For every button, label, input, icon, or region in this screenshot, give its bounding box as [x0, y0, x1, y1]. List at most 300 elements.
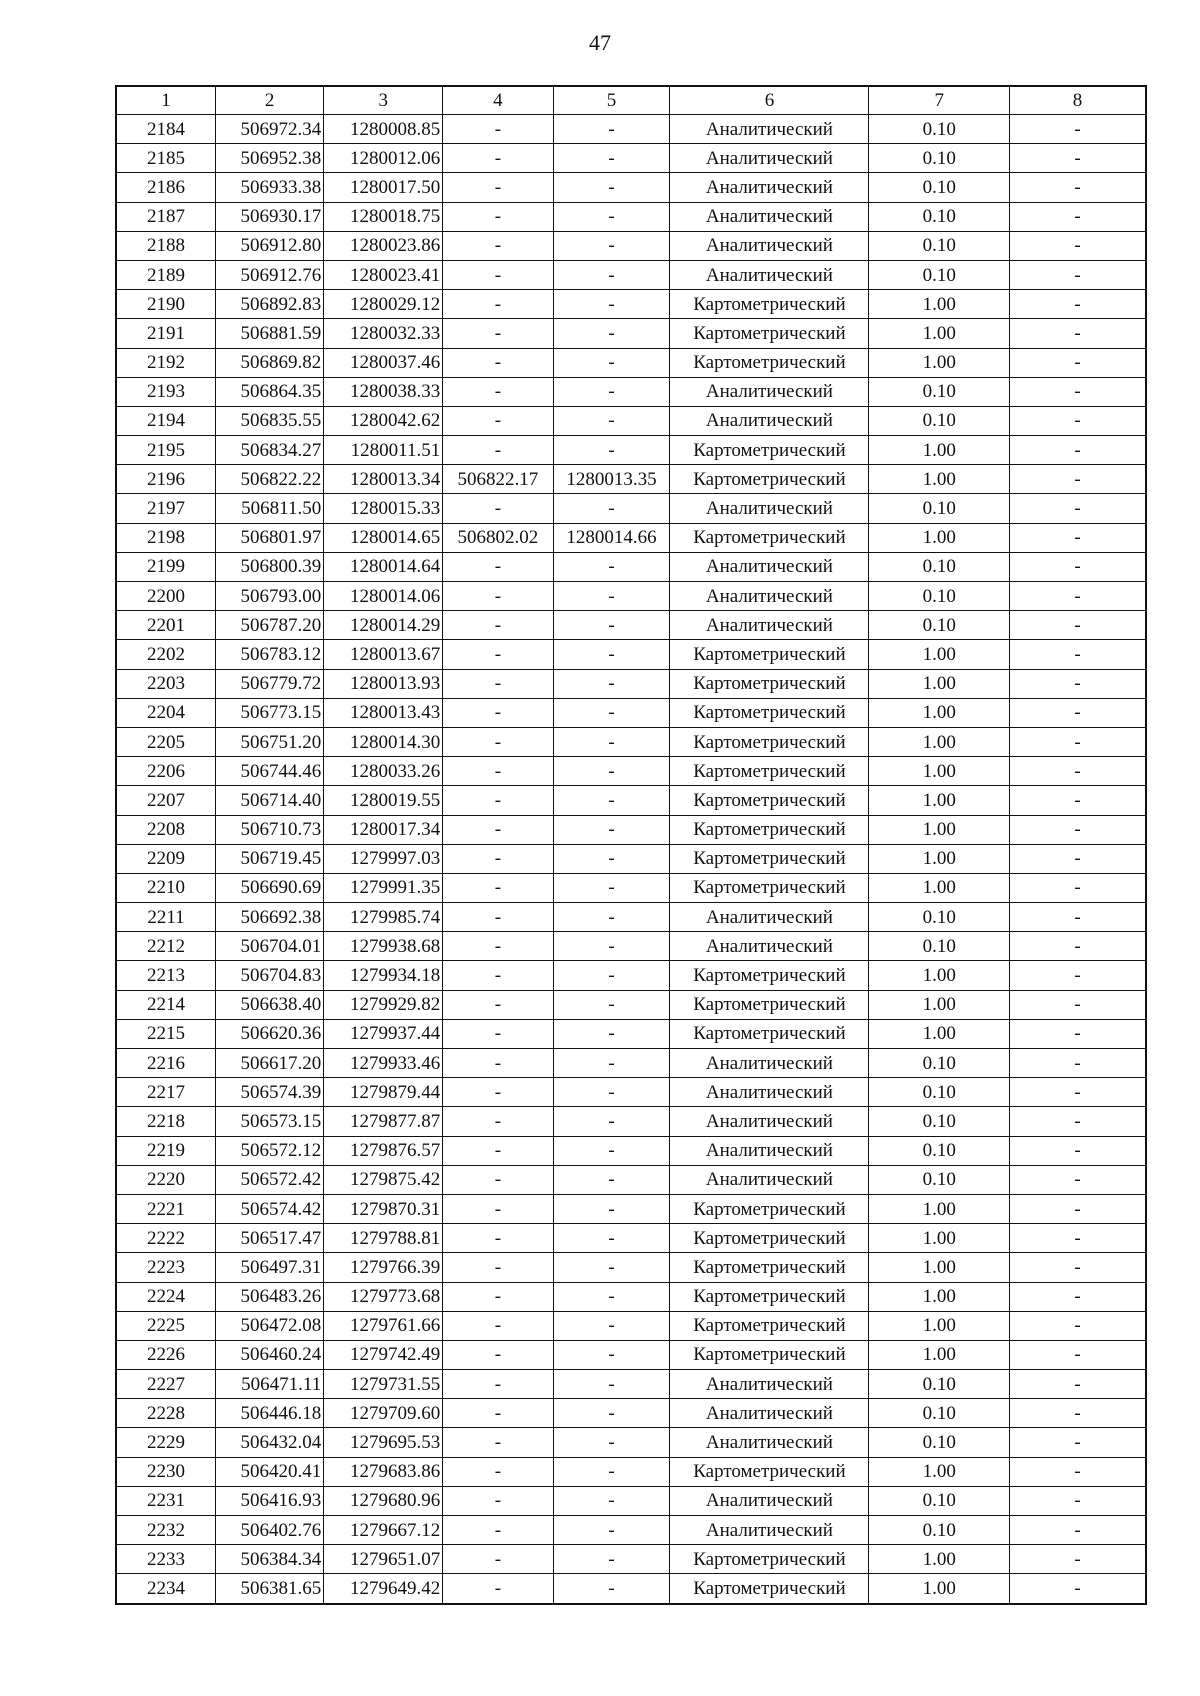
table-cell: - [1010, 757, 1146, 786]
table-cell: 0.10 [869, 932, 1010, 961]
table-cell: - [443, 552, 553, 581]
table-cell: - [1010, 1399, 1146, 1428]
table-cell: - [1010, 1545, 1146, 1574]
table-cell: 0.10 [869, 406, 1010, 435]
table-cell: - [1010, 115, 1146, 144]
table-cell: 506779.72 [216, 669, 324, 698]
table-cell: - [443, 377, 553, 406]
table-cell: 506719.45 [216, 844, 324, 873]
table-cell: 506714.40 [216, 786, 324, 815]
table-cell: - [1010, 1457, 1146, 1486]
table-row [116, 1107, 1146, 1136]
table-cell: - [553, 698, 670, 727]
table-cell: 1279651.07 [324, 1545, 443, 1574]
table-cell: 506690.69 [216, 873, 324, 902]
table-cell: Аналитический [670, 582, 869, 611]
table-cell: Картометрический [670, 348, 869, 377]
table-cell: 506617.20 [216, 1049, 324, 1078]
table-cell: - [443, 1078, 553, 1107]
table-cell: 506574.42 [216, 1194, 324, 1223]
table-cell: 1279997.03 [324, 844, 443, 873]
table-cell: - [553, 1399, 670, 1428]
table-cell: 506869.82 [216, 348, 324, 377]
table-cell: - [443, 1019, 553, 1048]
table-cell: Аналитический [670, 202, 869, 231]
table-cell: - [443, 406, 553, 435]
table-cell: 0.10 [869, 1399, 1010, 1428]
table-cell: - [443, 961, 553, 990]
table-cell: Картометрический [670, 640, 869, 669]
table-cell: 1279773.68 [324, 1282, 443, 1311]
table-cell: 1280033.26 [324, 757, 443, 786]
table-cell: 0.10 [869, 231, 1010, 260]
table-cell: Картометрический [670, 669, 869, 698]
table-cell: Аналитический [670, 1049, 869, 1078]
table-cell: 1279695.53 [324, 1428, 443, 1457]
table-row [116, 144, 1146, 173]
table-cell: Аналитический [670, 377, 869, 406]
table-cell: Картометрический [670, 319, 869, 348]
table-cell: - [553, 727, 670, 756]
table-cell: Картометрический [670, 815, 869, 844]
table-cell: 2226 [116, 1340, 216, 1369]
table-cell: 506952.38 [216, 144, 324, 173]
table-cell: 1.00 [869, 990, 1010, 1019]
table-cell: 506787.20 [216, 611, 324, 640]
table-cell: - [443, 669, 553, 698]
table-cell: - [553, 231, 670, 260]
table-cell: 506801.97 [216, 523, 324, 552]
table-cell: - [553, 1019, 670, 1048]
table-cell: 506783.12 [216, 640, 324, 669]
table-cell: Аналитический [670, 494, 869, 523]
table-row [116, 494, 1146, 523]
table-cell: Картометрический [670, 873, 869, 902]
table-row [116, 582, 1146, 611]
table-cell: 1280015.33 [324, 494, 443, 523]
table-cell: - [1010, 436, 1146, 465]
table-cell: - [553, 348, 670, 377]
table-cell: - [553, 1340, 670, 1369]
table-cell: 1280014.06 [324, 582, 443, 611]
table-cell: 1280023.41 [324, 260, 443, 289]
table-cell: - [553, 436, 670, 465]
table-cell: 506834.27 [216, 436, 324, 465]
table-cell: 2232 [116, 1516, 216, 1545]
table-cell: - [553, 1545, 670, 1574]
table-cell: - [443, 1311, 553, 1340]
table-cell: 1280014.30 [324, 727, 443, 756]
table-row [116, 932, 1146, 961]
table-cell: 506912.80 [216, 231, 324, 260]
table-cell: - [553, 1224, 670, 1253]
table-cell: 2219 [116, 1136, 216, 1165]
table-cell: 506402.76 [216, 1516, 324, 1545]
table-cell: Картометрический [670, 698, 869, 727]
table-row [116, 1516, 1146, 1545]
table-cell: - [1010, 698, 1146, 727]
table-row [116, 260, 1146, 289]
table-cell: - [443, 1545, 553, 1574]
column-header: 5 [553, 86, 670, 115]
table-cell: 1280018.75 [324, 202, 443, 231]
table-cell: 506573.15 [216, 1107, 324, 1136]
table-cell: 1279667.12 [324, 1516, 443, 1545]
table-cell: 1279761.66 [324, 1311, 443, 1340]
table-cell: 506692.38 [216, 903, 324, 932]
table-row [116, 1165, 1146, 1194]
table-cell: Картометрический [670, 757, 869, 786]
table-cell: 1279875.42 [324, 1165, 443, 1194]
table-cell: 1279731.55 [324, 1370, 443, 1399]
table-row [116, 1370, 1146, 1399]
table-row [116, 1282, 1146, 1311]
table-cell: - [1010, 873, 1146, 902]
table-cell: 2212 [116, 932, 216, 961]
table-cell: Картометрический [670, 523, 869, 552]
table-cell: - [553, 202, 670, 231]
table-cell: 0.10 [869, 1165, 1010, 1194]
table-cell: 1279877.87 [324, 1107, 443, 1136]
table-cell: - [443, 698, 553, 727]
table-cell: 506912.76 [216, 260, 324, 289]
table-cell: Картометрический [670, 786, 869, 815]
table-cell: Картометрический [670, 961, 869, 990]
table-cell: 1280019.55 [324, 786, 443, 815]
table-cell: - [443, 115, 553, 144]
table-cell: - [553, 1107, 670, 1136]
table-cell: Картометрический [670, 1340, 869, 1369]
coordinates-table [115, 85, 1147, 1605]
table-row [116, 1574, 1146, 1604]
table-cell: Аналитический [670, 406, 869, 435]
table-row [116, 1340, 1146, 1369]
table-cell: - [553, 1516, 670, 1545]
table-cell: Картометрический [670, 1253, 869, 1282]
table-cell: 2230 [116, 1457, 216, 1486]
table-cell: - [1010, 961, 1146, 990]
table-row [116, 1311, 1146, 1340]
table-cell: 1.00 [869, 1574, 1010, 1604]
table-cell: 0.10 [869, 1516, 1010, 1545]
column-header: 4 [443, 86, 553, 115]
table-cell: - [1010, 1078, 1146, 1107]
table-cell: 506822.22 [216, 465, 324, 494]
table-cell: 2206 [116, 757, 216, 786]
table-cell: - [1010, 990, 1146, 1019]
table-cell: 1279680.96 [324, 1486, 443, 1515]
table-cell: - [553, 1428, 670, 1457]
table-cell: - [553, 1136, 670, 1165]
table-cell: 2198 [116, 523, 216, 552]
table-cell: Аналитический [670, 1370, 869, 1399]
page-number: 47 [589, 30, 611, 55]
table-cell: Аналитический [670, 1136, 869, 1165]
table-cell: 1279929.82 [324, 990, 443, 1019]
table-cell: - [443, 436, 553, 465]
table-row [116, 611, 1146, 640]
table-cell: 2184 [116, 115, 216, 144]
table-cell: Картометрический [670, 1545, 869, 1574]
table-cell: 1280013.34 [324, 465, 443, 494]
table-cell: 506574.39 [216, 1078, 324, 1107]
table-cell: 1.00 [869, 290, 1010, 319]
table-cell: Картометрический [670, 436, 869, 465]
table-cell: 2224 [116, 1282, 216, 1311]
table-cell: 1280011.51 [324, 436, 443, 465]
table-row [116, 173, 1146, 202]
table-cell: 1.00 [869, 786, 1010, 815]
table-cell: - [443, 1399, 553, 1428]
table-cell: 1.00 [869, 1457, 1010, 1486]
table-cell: 2207 [116, 786, 216, 815]
table-cell: 506892.83 [216, 290, 324, 319]
table-cell: 2210 [116, 873, 216, 902]
table-cell: - [443, 757, 553, 786]
table-cell: - [553, 932, 670, 961]
table-cell: - [1010, 903, 1146, 932]
table-cell: 2213 [116, 961, 216, 990]
table-cell: Аналитический [670, 552, 869, 581]
table-cell: Картометрический [670, 1194, 869, 1223]
table-cell: 1279991.35 [324, 873, 443, 902]
table-cell: 506432.04 [216, 1428, 324, 1457]
table-cell: 506751.20 [216, 727, 324, 756]
table-cell: Аналитический [670, 611, 869, 640]
table-cell: 506822.17 [443, 465, 553, 494]
table-row [116, 436, 1146, 465]
table-cell: - [1010, 1574, 1146, 1604]
table-cell: - [443, 1370, 553, 1399]
table-cell: 506811.50 [216, 494, 324, 523]
table-cell: - [553, 669, 670, 698]
table-cell: 0.10 [869, 115, 1010, 144]
table-cell: - [553, 1370, 670, 1399]
table-cell: Аналитический [670, 1399, 869, 1428]
table-cell: - [443, 1340, 553, 1369]
table-cell: - [1010, 1428, 1146, 1457]
table-cell: - [553, 1078, 670, 1107]
table-row [116, 786, 1146, 815]
table-cell: - [1010, 844, 1146, 873]
table-cell: - [553, 290, 670, 319]
table-row [116, 1486, 1146, 1515]
table-cell: - [1010, 202, 1146, 231]
table-cell: 2202 [116, 640, 216, 669]
table-cell: - [1010, 582, 1146, 611]
table-cell: 2201 [116, 611, 216, 640]
table-cell: - [1010, 523, 1146, 552]
table-cell: 2218 [116, 1107, 216, 1136]
table-cell: 1280017.34 [324, 815, 443, 844]
table-cell: 506744.46 [216, 757, 324, 786]
table-cell: 506446.18 [216, 1399, 324, 1428]
table-cell: 506620.36 [216, 1019, 324, 1048]
table-cell: 1279876.57 [324, 1136, 443, 1165]
table-cell: - [553, 144, 670, 173]
table-cell: - [553, 786, 670, 815]
table-cell: 1.00 [869, 873, 1010, 902]
table-cell: 2214 [116, 990, 216, 1019]
table-cell: - [443, 786, 553, 815]
table-row [116, 377, 1146, 406]
table-cell: - [1010, 1282, 1146, 1311]
table-cell: 2186 [116, 173, 216, 202]
table-row [116, 115, 1146, 144]
table-cell: - [553, 377, 670, 406]
table-cell: 506704.01 [216, 932, 324, 961]
table-cell: 0.10 [869, 611, 1010, 640]
table-cell: 1.00 [869, 844, 1010, 873]
table-cell: - [443, 582, 553, 611]
table-cell: Картометрический [670, 465, 869, 494]
table-cell: - [1010, 260, 1146, 289]
table-cell: - [1010, 290, 1146, 319]
table-cell: - [553, 1486, 670, 1515]
table-body [116, 115, 1146, 1604]
table-cell: 2200 [116, 582, 216, 611]
table-row [116, 815, 1146, 844]
table-cell: - [1010, 669, 1146, 698]
table-cell: - [1010, 173, 1146, 202]
table-cell: 1.00 [869, 698, 1010, 727]
table-cell: - [443, 611, 553, 640]
table-cell: 1279709.60 [324, 1399, 443, 1428]
table-cell: 1.00 [869, 1311, 1010, 1340]
table-cell: - [443, 932, 553, 961]
table-cell: Аналитический [670, 1107, 869, 1136]
table-cell: - [443, 1224, 553, 1253]
table-cell: 1279742.49 [324, 1340, 443, 1369]
table-cell: - [1010, 144, 1146, 173]
table-cell: - [443, 231, 553, 260]
table-row [116, 669, 1146, 698]
table-cell: - [1010, 231, 1146, 260]
table-cell: Картометрический [670, 1282, 869, 1311]
table-cell: 1280013.93 [324, 669, 443, 698]
table-cell: 506972.34 [216, 115, 324, 144]
table-cell: - [443, 873, 553, 902]
table-cell: - [1010, 640, 1146, 669]
table-cell: 2223 [116, 1253, 216, 1282]
table-cell: 2195 [116, 436, 216, 465]
table-cell: 1280038.33 [324, 377, 443, 406]
table-cell: 1279870.31 [324, 1194, 443, 1223]
table-cell: - [1010, 406, 1146, 435]
table-cell: 506471.11 [216, 1370, 324, 1399]
table-cell: Картометрический [670, 1224, 869, 1253]
table-cell: Аналитический [670, 1428, 869, 1457]
table-cell: - [1010, 1165, 1146, 1194]
table-row [116, 348, 1146, 377]
table-cell: Аналитический [670, 903, 869, 932]
table-cell: Аналитический [670, 1486, 869, 1515]
table-cell: - [1010, 1486, 1146, 1515]
table-cell: 2211 [116, 903, 216, 932]
table-cell: - [443, 1574, 553, 1604]
table-cell: 0.10 [869, 1370, 1010, 1399]
table-cell: 1.00 [869, 348, 1010, 377]
table-cell: 1280042.62 [324, 406, 443, 435]
table-cell: - [553, 1253, 670, 1282]
table-cell: 1280008.85 [324, 115, 443, 144]
table-cell: 506802.02 [443, 523, 553, 552]
table-row [116, 406, 1146, 435]
table-cell: - [1010, 465, 1146, 494]
table-cell: - [443, 815, 553, 844]
table-cell: - [553, 406, 670, 435]
table-cell: - [553, 552, 670, 581]
table-cell: 506933.38 [216, 173, 324, 202]
table-cell: 1280014.66 [553, 523, 670, 552]
table-cell: 1.00 [869, 1019, 1010, 1048]
column-header: 2 [216, 86, 324, 115]
table-cell: - [553, 757, 670, 786]
table-cell: 506416.93 [216, 1486, 324, 1515]
table-cell: Картометрический [670, 1574, 869, 1604]
table-cell: - [553, 319, 670, 348]
table-cell: - [443, 1428, 553, 1457]
table-cell: - [553, 1311, 670, 1340]
table-cell: 506420.41 [216, 1457, 324, 1486]
table-cell: 1.00 [869, 1253, 1010, 1282]
table-cell: - [553, 1165, 670, 1194]
table-row [116, 552, 1146, 581]
table-cell: 2188 [116, 231, 216, 260]
table-cell: - [443, 1282, 553, 1311]
table-cell: 2204 [116, 698, 216, 727]
table-cell: - [443, 319, 553, 348]
table-cell: - [1010, 611, 1146, 640]
table-cell: 0.10 [869, 552, 1010, 581]
table-cell: 2233 [116, 1545, 216, 1574]
table-cell: - [553, 1194, 670, 1223]
table-cell: - [553, 1049, 670, 1078]
table-cell: 1.00 [869, 1545, 1010, 1574]
table-cell: 2222 [116, 1224, 216, 1253]
table-cell: - [1010, 377, 1146, 406]
table-row [116, 523, 1146, 552]
table-cell: - [553, 903, 670, 932]
table-row [116, 903, 1146, 932]
table-cell: - [1010, 727, 1146, 756]
table-cell: 1.00 [869, 1340, 1010, 1369]
table-cell: 0.10 [869, 1078, 1010, 1107]
table-header-row [116, 86, 1146, 115]
table-cell: Картометрический [670, 290, 869, 319]
table-cell: 1279649.42 [324, 1574, 443, 1604]
table-cell: - [1010, 348, 1146, 377]
table-cell: 506793.00 [216, 582, 324, 611]
table-cell: 1279933.46 [324, 1049, 443, 1078]
table-cell: 1.00 [869, 465, 1010, 494]
table-cell: 506881.59 [216, 319, 324, 348]
table-cell: Аналитический [670, 115, 869, 144]
table-cell: 506517.47 [216, 1224, 324, 1253]
table-cell: 1.00 [869, 436, 1010, 465]
table-cell: 0.10 [869, 1486, 1010, 1515]
table-cell: 0.10 [869, 173, 1010, 202]
table-cell: 0.10 [869, 494, 1010, 523]
table-cell: 506384.34 [216, 1545, 324, 1574]
table-cell: 2193 [116, 377, 216, 406]
table-cell: 2220 [116, 1165, 216, 1194]
table-cell: Аналитический [670, 173, 869, 202]
table-cell: 1279683.86 [324, 1457, 443, 1486]
table-cell: 1.00 [869, 757, 1010, 786]
table-cell: 506497.31 [216, 1253, 324, 1282]
table-cell: 1279937.44 [324, 1019, 443, 1048]
